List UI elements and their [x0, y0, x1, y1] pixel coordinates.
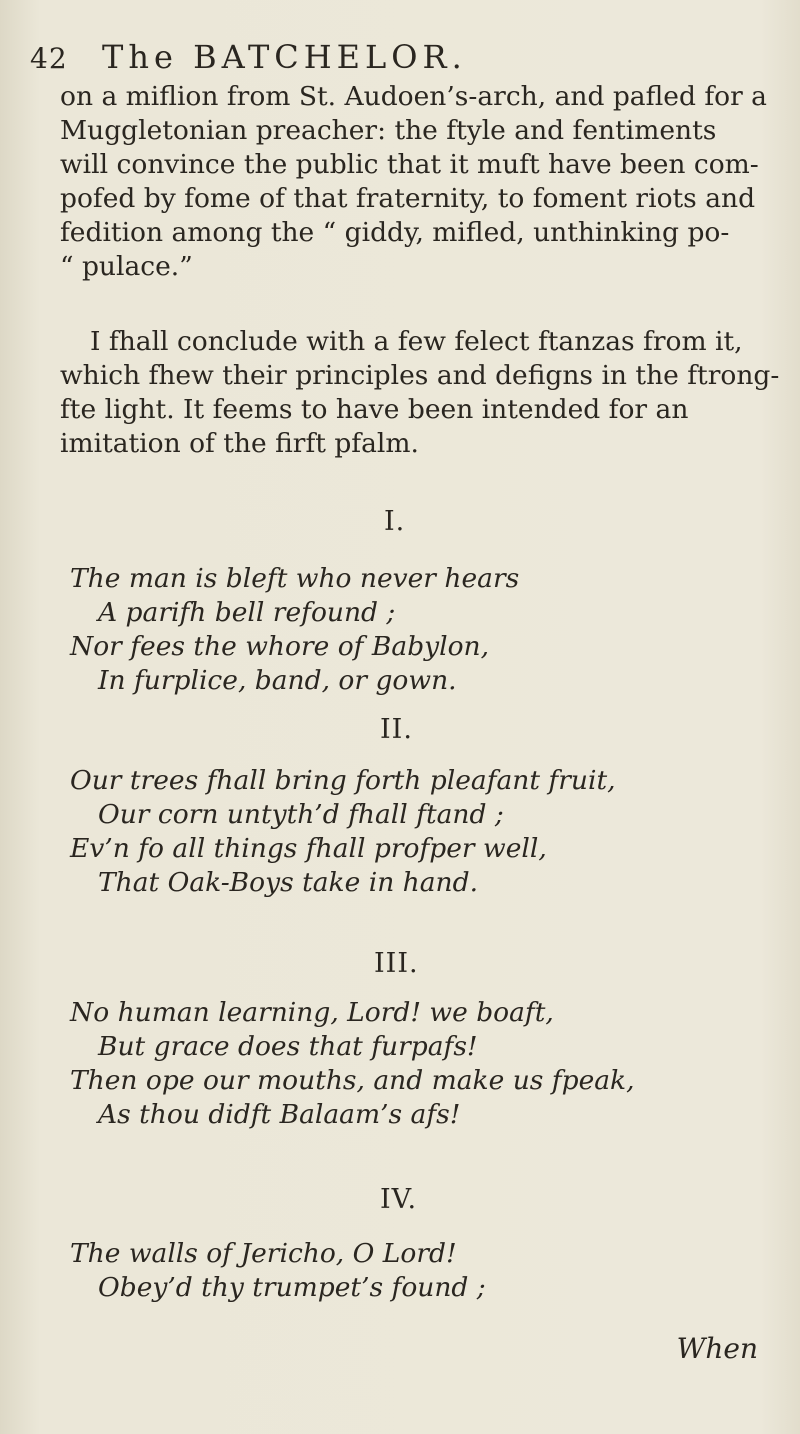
verse-line: Ev’n fo all things fhall profper well, — [70, 833, 547, 864]
verse-line: As thou didft Balaam’s afs! — [98, 1099, 461, 1130]
verse-line: Our trees fhall bring forth pleafant fruit, — [70, 765, 616, 796]
text-line: I fhall conclude with a few felect ftanzas from it, — [90, 326, 743, 357]
verse-line: That Oak-Boys take in hand. — [98, 867, 479, 898]
verse-line: Then ope our mouths, and make us fpeak, — [70, 1065, 635, 1096]
text-line: which fhew their principles and defigns in the ftrong- — [60, 360, 780, 391]
text-line: pofed by fome of that fraternity, to foment riots and — [60, 183, 756, 214]
text-line: on a miflion from St. Audoen’s-arch, and pafled for a — [60, 81, 767, 112]
catchword: When — [676, 1332, 758, 1365]
running-title: The BATCHELOR. — [102, 38, 467, 76]
text-line: fedition among the “ giddy, mifled, unthinking po- — [60, 217, 730, 248]
prose-paragraph — [60, 325, 780, 461]
verse-line: Our corn untyth’d fhall ftand ; — [98, 799, 504, 830]
stanza — [70, 996, 690, 1132]
verse-line: No human learning, Lord! we boaft, — [70, 997, 554, 1028]
stanza-numeral: IV. — [380, 1184, 418, 1215]
text-line: Muggletonian preacher: the ftyle and fentiments — [60, 115, 717, 146]
verse-line: A parifh bell refound ; — [98, 597, 396, 628]
page-header — [30, 28, 770, 78]
verse-line: Obey’d thy trumpet’s found ; — [98, 1272, 486, 1303]
stanza — [70, 562, 690, 698]
verse-line: But grace does that furpafs! — [98, 1031, 478, 1062]
stanza-numeral: III. — [374, 948, 419, 979]
text-line: fte light. It feems to have been intended for an — [60, 394, 689, 425]
text-line: “ pulace.” — [60, 251, 193, 282]
text-line: will convince the public that it muft have been com- — [60, 149, 759, 180]
prose-paragraph — [60, 80, 767, 284]
stanza — [70, 1237, 690, 1305]
stanza — [70, 764, 690, 900]
verse-line: In furplice, band, or gown. — [98, 665, 457, 696]
stanza-numeral: II. — [380, 714, 413, 745]
stanza-numeral: I. — [384, 506, 406, 537]
verse-line: The man is bleft who never hears — [70, 563, 520, 594]
verse-line: Nor fees the whore of Babylon, — [70, 631, 490, 662]
page-number: 42 — [30, 42, 68, 75]
text-line: imitation of the firft pfalm. — [60, 428, 419, 459]
verse-line: The walls of Jericho, O Lord! — [70, 1238, 457, 1269]
